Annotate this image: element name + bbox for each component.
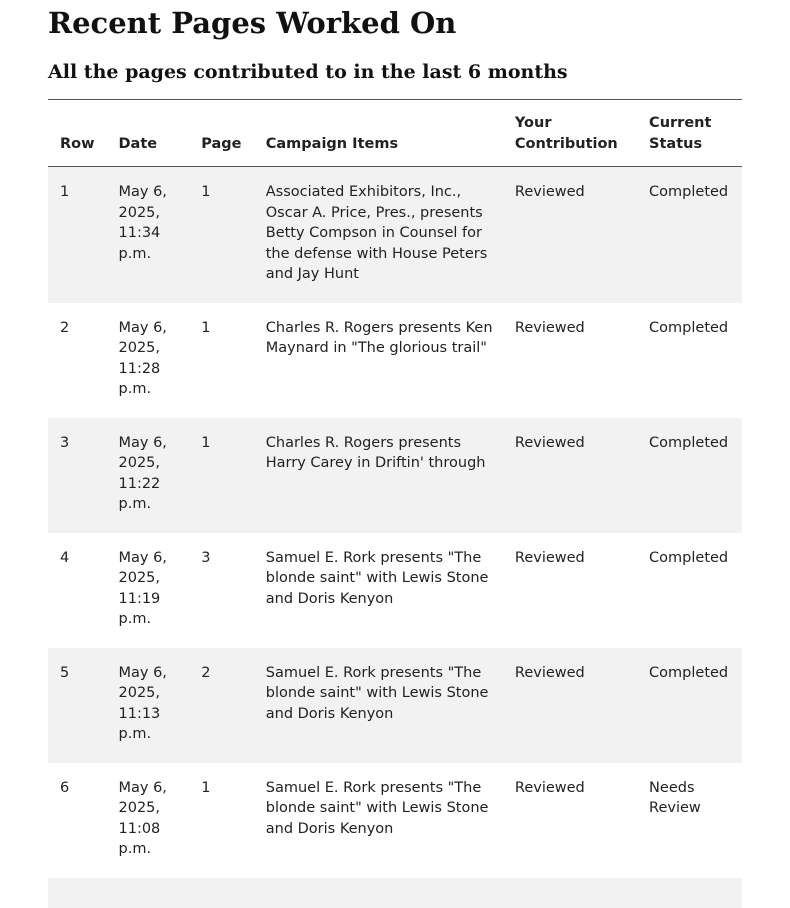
row-number: 3 [48, 418, 107, 533]
page-subtitle: All the pages contributed to in the last 6 months [48, 61, 568, 83]
row-campaign-items: Samuel E. Rork presents "The blonde saint" with Lewis Stone and Doris Kenyon [254, 763, 503, 878]
row-contribution: Reviewed [503, 303, 637, 418]
recent-pages-table [48, 99, 742, 908]
row-contribution: Reviewed [503, 533, 637, 648]
table-row [48, 167, 742, 303]
row-number: 2 [48, 303, 107, 418]
row-campaign-items: Samuel E. Rork presents "The blonde saint" with Lewis Stone and Doris Kenyon [254, 533, 503, 648]
row-number: 4 [48, 533, 107, 648]
row-campaign-items: Charles R. Rogers presents Harry Carey in Driftin' through [254, 418, 503, 533]
column-header-your-contribution: Your Contribution [503, 100, 637, 167]
row-contribution: Reviewed [503, 418, 637, 533]
row-date: May 6, 2025, 11:28 p.m. [107, 303, 190, 418]
row-page: 2 [189, 648, 254, 763]
row-campaign-items: Charles R. Rogers presents Ken Maynard in "The glorious trail" [254, 303, 503, 418]
row-number: 5 [48, 648, 107, 763]
row-page: 1 [189, 167, 254, 303]
row-date: May 6, 2025, 11:13 p.m. [107, 648, 190, 763]
row-number: 1 [48, 167, 107, 303]
row-campaign-items: Associated Exhibitors, Inc., Oscar A. Price, Pres., presents Betty Compson in Counsel for the defense with House Peters and Jay Hunt [254, 167, 503, 303]
row-contribution: Reviewed [503, 763, 637, 878]
table-row [48, 533, 742, 648]
row-status: Completed [637, 303, 742, 418]
row-status: Needs Review [637, 763, 742, 878]
column-header-current-status: Current Status [637, 100, 742, 167]
main-content [48, 0, 742, 908]
page-title: Recent Pages Worked On [48, 6, 457, 40]
row-date: May 6, 2025, 11:22 p.m. [107, 418, 190, 533]
table-row [48, 763, 742, 878]
row-page: 3 [189, 533, 254, 648]
row-status: Completed [637, 533, 742, 648]
row-status: Completed [637, 418, 742, 533]
table-row-partial [48, 878, 742, 908]
table-header-row [48, 100, 742, 167]
table-row [48, 648, 742, 763]
table-row [48, 303, 742, 418]
row-number: 6 [48, 763, 107, 878]
row-campaign-items: Samuel E. Rork presents "The blonde saint" with Lewis Stone and Doris Kenyon [254, 648, 503, 763]
column-header-campaign-items: Campaign Items [254, 100, 503, 167]
column-header-row: Row [48, 100, 107, 167]
row-contribution: Reviewed [503, 648, 637, 763]
row-contribution: Reviewed [503, 167, 637, 303]
row-page: 1 [189, 303, 254, 418]
row-page: 1 [189, 418, 254, 533]
row-date: May 6, 2025, 11:34 p.m. [107, 167, 190, 303]
row-status: Completed [637, 167, 742, 303]
column-header-page: Page [189, 100, 254, 167]
row-status: Completed [637, 648, 742, 763]
row-page: 1 [189, 763, 254, 878]
row-date: May 6, 2025, 11:08 p.m. [107, 763, 190, 878]
row-date: May 6, 2025, 11:19 p.m. [107, 533, 190, 648]
column-header-date: Date [107, 100, 190, 167]
table-row [48, 418, 742, 533]
